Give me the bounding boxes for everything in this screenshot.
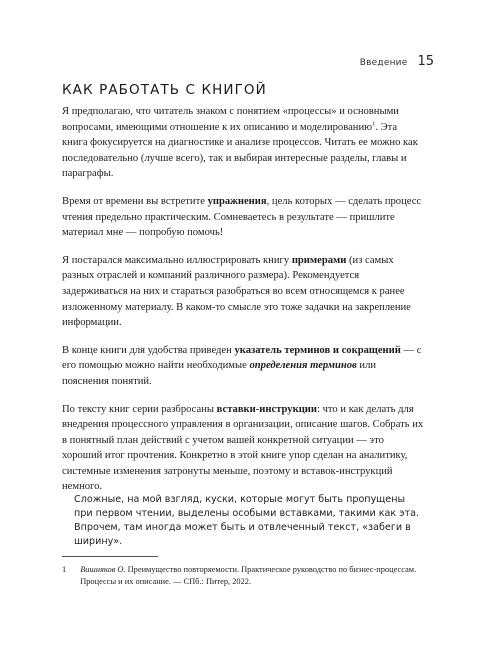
paragraph-exercises-text-b: , цель которых — сделать процесс чтения предельно практическим. Сомневаетесь в результате — пришлите материал мне — попробую помочь! bbox=[62, 195, 422, 239]
footnote-rule bbox=[62, 556, 158, 557]
term-instructions: вставки-инструкции bbox=[216, 403, 318, 415]
paragraph-instructions-text-b: : что и как делать для внедрения процессного управления в организации, описание шагов. Собрать их в понятный план действий с учетом вашей конкретной ситуации — это хороший итог прочтения. Конкретно в этой книге упор сделан на аналитику, системные изменения затронуты меньше, поэтому и вставок-инструкций немного. bbox=[62, 403, 424, 493]
body-text bbox=[62, 104, 424, 507]
term-index: указатель терминов и сокращений bbox=[234, 344, 401, 356]
term-examples: примерами bbox=[291, 254, 347, 266]
paragraph-index-text-a: В конце книги для удобства приведен bbox=[62, 344, 235, 356]
paragraph-index bbox=[62, 343, 424, 390]
paragraph-examples bbox=[62, 253, 424, 331]
paragraph-intro-text-a: Я предполагаю, что читатель знаком с понятием «процессы» и основными вопросами, имеющими отношение к их описанию и моделированию bbox=[62, 106, 399, 133]
paragraph-instructions-text-a: По тексту книг серии разбросаны bbox=[62, 403, 217, 415]
paragraph-intro bbox=[62, 104, 424, 182]
footnote-author: Вишняков О. bbox=[80, 565, 126, 574]
footnote bbox=[62, 564, 424, 588]
paragraph-intro-text-b: . Эта книга фокусируется на диагностике и анализе процессов. Читать ее можно как последовательно (лучше всего), так и выбирая интересные разделы, главы и параграфы. bbox=[62, 121, 418, 180]
term-definitions: определения терминов bbox=[249, 360, 357, 372]
aside-note: Сложные, на мой взгляд, куски, которые могут быть пропущены при первом чтении, выделены особыми вставками, такими как эта. Впрочем, там иногда может быть и отвлеченный текст, «забеги в ширину». bbox=[74, 494, 420, 547]
footnote-text: Преимущество повторяемости. Практическое руководство по бизнес-процессам. Процессы и их описание. — СПб.: Питер, 2022. bbox=[80, 565, 417, 586]
section-title: КАК РАБОТАТЬ С КНИГОЙ bbox=[62, 82, 267, 98]
page-number: 15 bbox=[417, 54, 434, 69]
running-head bbox=[360, 54, 434, 69]
paragraph-examples-text-b: (из самых разных отраслей и компаний различного размера). Рекомендуется задерживаться на них и стараться разобраться во всем относящемся к ранее изложенному материалу. В каком-то смысле это тоже задачки на закрепление информации. bbox=[62, 254, 411, 329]
term-exercises: упражнения bbox=[207, 195, 267, 207]
footnote-body bbox=[80, 564, 424, 588]
footnote-ref[interactable]: 1 bbox=[372, 120, 376, 128]
paragraph-index-text-c: или пояснения понятий. bbox=[62, 360, 377, 387]
running-head-section: Введение bbox=[359, 58, 408, 68]
paragraph-exercises-text-a: Время от времени вы встретите bbox=[62, 195, 208, 207]
paragraph-index-text-b: — с его помощью можно найти необходимые bbox=[62, 344, 422, 372]
paragraph-exercises bbox=[62, 194, 424, 241]
paragraph-examples-text-a: Я постарался максимально иллюстрировать книгу bbox=[62, 254, 292, 266]
paragraph-instructions bbox=[62, 402, 424, 496]
footnote-number: 1 bbox=[62, 565, 67, 574]
